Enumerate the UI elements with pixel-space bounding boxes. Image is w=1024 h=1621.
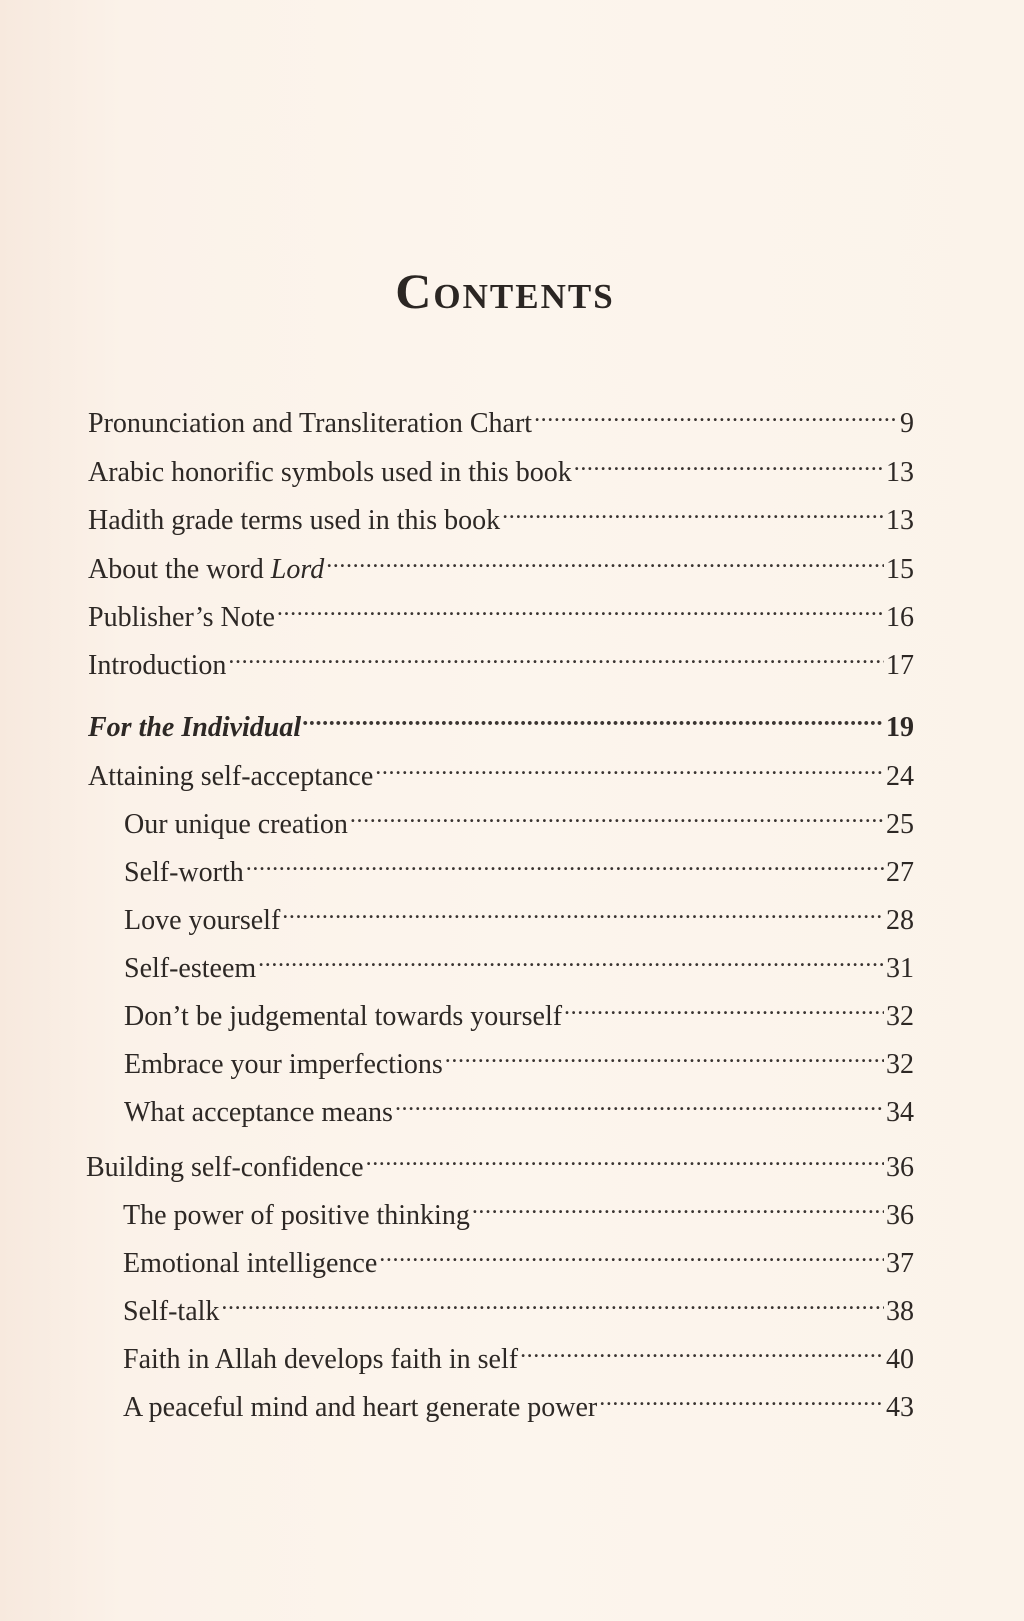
- dot-leader: [445, 1043, 884, 1073]
- toc-entry-page: 32: [886, 1049, 914, 1080]
- toc-entry-page: 16: [886, 602, 914, 633]
- toc-subentry: [123, 1338, 914, 1377]
- toc-entry-page: 17: [886, 650, 914, 681]
- toc-entry-page: 36: [886, 1200, 914, 1231]
- toc-subentry: [124, 899, 914, 938]
- toc-entry-page: 36: [886, 1152, 914, 1183]
- toc-entry-label: Self-esteem: [124, 953, 257, 984]
- dot-leader: [221, 1290, 884, 1320]
- toc-entry-label: [88, 553, 324, 587]
- toc-entry-label: Embrace your imperfections: [124, 1049, 443, 1080]
- toc-entry: [88, 499, 914, 538]
- dot-leader: [472, 1194, 884, 1224]
- toc-entry-label: Faith in Allah develops faith in self: [123, 1344, 519, 1375]
- toc-entry-label: Self-worth: [124, 857, 244, 888]
- toc-entry-page: 31: [886, 953, 914, 984]
- dot-leader: [366, 1146, 884, 1176]
- toc-entry-page: 13: [886, 505, 914, 536]
- dot-leader: [564, 995, 884, 1025]
- dot-leader: [246, 851, 884, 881]
- toc-entry-page: 13: [886, 457, 914, 488]
- toc-subentry: [124, 947, 914, 986]
- toc-entry: [88, 548, 914, 587]
- dot-leader: [258, 947, 884, 977]
- toc-entry-page: 43: [886, 1392, 914, 1423]
- toc-entry-label: The power of positive thinking: [123, 1200, 470, 1231]
- dot-leader: [326, 548, 884, 578]
- toc-entry-page: 9: [900, 408, 914, 439]
- toc-entry-label: Emotional intelligence: [123, 1248, 378, 1279]
- dot-leader: [277, 596, 884, 626]
- dot-leader: [282, 899, 884, 929]
- toc-entry-label: Building self-confidence: [86, 1152, 364, 1183]
- toc-entry-page: 34: [886, 1097, 914, 1128]
- toc-entry-label: Publisher’s Note: [88, 602, 275, 633]
- toc-subentry: [124, 1091, 914, 1130]
- toc-entry: [88, 451, 914, 490]
- toc-entry-page: 15: [886, 554, 914, 585]
- dot-leader: [502, 499, 884, 529]
- toc-section-label: For the Individual: [88, 712, 302, 743]
- dot-leader: [534, 402, 898, 432]
- toc-entry-page: 25: [886, 809, 914, 840]
- toc-subentry: [123, 1194, 914, 1233]
- toc-entry-label: What acceptance means: [124, 1097, 393, 1128]
- toc-entry-label: Attaining self-acceptance: [88, 761, 374, 792]
- toc-subentry: [124, 851, 914, 890]
- toc-entry-page: 28: [886, 905, 914, 936]
- toc-entry-label: Self-talk: [123, 1296, 220, 1327]
- toc-entry-label: Hadith grade terms used in this book: [88, 505, 501, 536]
- toc-entry-page: 32: [886, 1001, 914, 1032]
- page-title: Contents: [395, 263, 615, 319]
- toc-subentry: [124, 803, 914, 842]
- toc-entry-label: Don’t be judgemental towards yourself: [124, 1001, 563, 1032]
- toc-subentry: [123, 1386, 914, 1425]
- toc-entry-label: Arabic honorific symbols used in this book: [88, 457, 572, 488]
- toc-entry: [88, 402, 914, 441]
- dot-leader: [375, 755, 884, 785]
- toc-subentry: [124, 1043, 914, 1082]
- toc-subentry: [124, 995, 914, 1034]
- toc-entry-label-italic: Lord: [270, 554, 325, 585]
- toc-entry-label: Love yourself: [124, 905, 281, 936]
- toc-entry-page: 24: [886, 761, 914, 792]
- dot-leader: [350, 803, 884, 833]
- toc-entry-label: Introduction: [88, 650, 227, 681]
- toc-entry-page: 40: [886, 1344, 914, 1375]
- toc-section-entry: [88, 706, 914, 745]
- toc-entry: [88, 755, 914, 794]
- toc-subentry: [123, 1242, 914, 1281]
- dot-leader: [379, 1242, 884, 1272]
- toc-entry-label-text: About the word: [88, 554, 271, 585]
- dot-leader: [303, 706, 884, 736]
- toc-entry-page: 19: [886, 712, 914, 743]
- dot-leader: [574, 451, 884, 481]
- toc-entry-label: Our unique creation: [124, 809, 348, 840]
- toc-entry-page: 27: [886, 857, 914, 888]
- toc-entry: [88, 596, 914, 635]
- toc-entry-label: Pronunciation and Transliteration Chart: [88, 408, 533, 439]
- toc-subentry: [123, 1290, 914, 1329]
- dot-leader: [599, 1386, 884, 1416]
- dot-leader: [520, 1338, 884, 1368]
- toc-entry: [86, 1146, 914, 1185]
- toc-entry-page: 38: [886, 1296, 914, 1327]
- toc-entry-page: 37: [886, 1248, 914, 1279]
- toc-entry-label: A peaceful mind and heart generate power: [123, 1392, 598, 1423]
- dot-leader: [395, 1091, 884, 1121]
- toc-entry: [88, 644, 914, 683]
- dot-leader: [228, 644, 884, 674]
